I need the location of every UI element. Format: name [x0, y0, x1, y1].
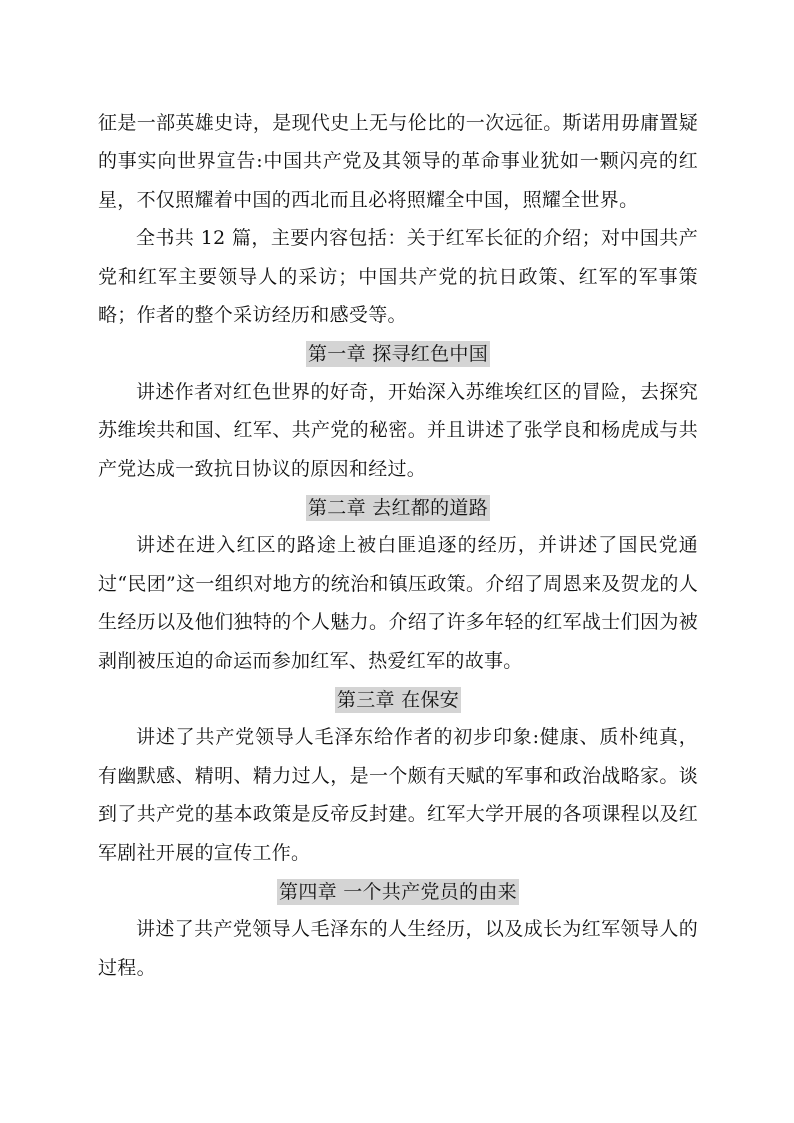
- chapter-4-title: 第四章 一个共产党员的由来: [279, 880, 517, 903]
- chapter-3-title: 第三章 在保安: [336, 688, 460, 711]
- document-page: [98, 104, 698, 987]
- chapter-2-title: 第二章 去红都的道路: [307, 496, 489, 519]
- chapter-3-heading-row: [98, 680, 698, 718]
- chapter-3-summary: 讲述了共产党领导人毛泽东给作者的初步印象:健康、质朴纯真，有幽默感、精明、精力过人，是一个颇有天赋的军事和政治战略家。谈到了共产党的基本政策是反帝反封建。红军大学开展的各项课程以及红军剧社开展的宣传工作。: [98, 726, 698, 864]
- chapter-1-heading-row: [98, 334, 698, 372]
- chapter-4-heading-row: [98, 872, 698, 910]
- chapter-2-summary: 讲述在进入红区的路途上被白匪追逐的经历，并讲述了国民党通过“民团”这一组织对地方的统治和镇压政策。介绍了周恩来及贺龙的人生经历以及他们独特的个人魅力。介绍了许多年轻的红军战士们因为被剥削被压迫的命运而参加红军、热爱红军的故事。: [98, 534, 698, 672]
- summary-paragraph: 全书共 12 篇，主要内容包括：关于红军长征的介绍；对中国共产党和红军主要领导人的采访；中国共产党的抗日政策、红军的军事策略；作者的整个采访经历和感受等。: [98, 227, 698, 327]
- chapter-4-summary: 讲述了共产党领导人毛泽东的人生经历，以及成长为红军领导人的过程。: [98, 918, 698, 979]
- chapter-2-heading-row: [98, 488, 698, 526]
- chapter-1-title: 第一章 探寻红色中国: [307, 342, 489, 365]
- intro-paragraph: 征是一部英雄史诗，是现代史上无与伦比的一次远征。斯诺用毋庸置疑的事实向世界宣告:中国共产党及其领导的革命事业犹如一颗闪亮的红星，不仅照耀着中国的西北而且必将照耀全中国，照耀全世界。: [98, 112, 698, 211]
- chapter-1-summary: 讲述作者对红色世界的好奇，开始深入苏维埃红区的冒险，去探究苏维埃共和国、红军、共产党的秘密。并且讲述了张学良和杨虎成与共产党达成一致抗日协议的原因和经过。: [98, 380, 698, 480]
